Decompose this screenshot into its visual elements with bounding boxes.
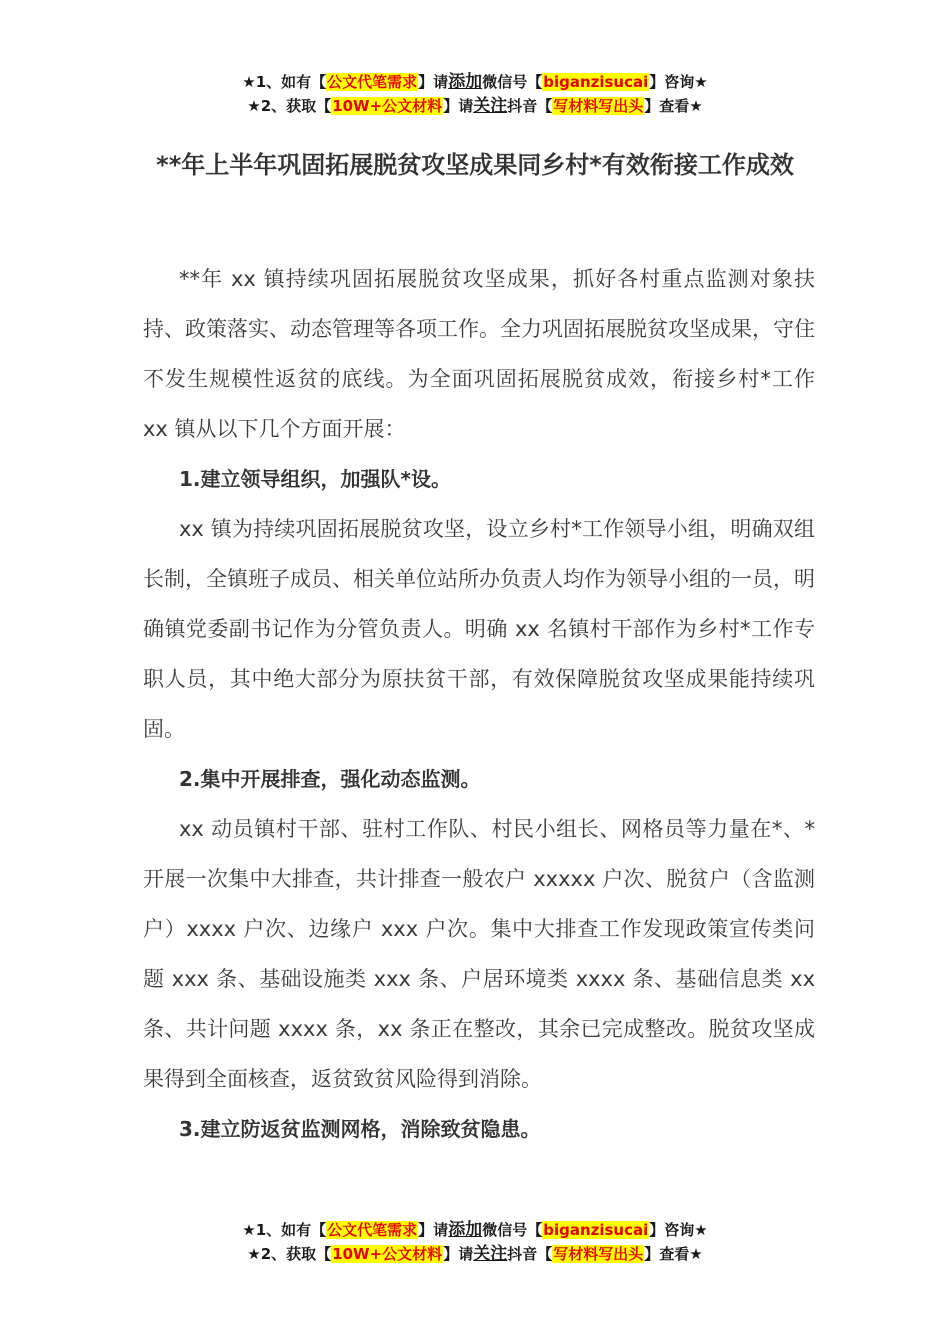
section-paragraph-1: xx 镇为持续巩固拓展脱贫攻坚，设立乡村*工作领导小组，明确双组长制，全镇班子成员、相关单位站所办负责人均作为领导小组的一员，明确镇党委副书记作为分管负责人。明确 xx 名镇村干部作为乡村*工作专职人员，其中绝大部分为原扶贫干部，有效保障脱贫攻坚成果能持续巩固。 [143, 517, 815, 741]
promo-highlight: 写材料写出头 [553, 1245, 644, 1263]
promo-emphasis: 关注 [473, 1244, 508, 1264]
promo-text: 抖音【 [507, 97, 553, 115]
section-heading-1: 1.建立领导组织，加强队*设。 [179, 467, 451, 491]
promo-text: 微信号【 [482, 1221, 543, 1239]
promo-line-2 [0, 94, 950, 118]
promo-emphasis: 添加 [448, 72, 483, 92]
promo-text: ★1、如有【 [242, 73, 327, 91]
promo-text: 】请 [418, 1221, 449, 1239]
intro-paragraph: **年 xx 镇持续巩固拓展脱贫攻坚成果，抓好各村重点监测对象扶持、政策落实、动态管理等各项工作。全力巩固拓展脱贫攻坚成果，守住不发生规模性返贫的底线。为全面巩固拓展脱贫成效，衔接乡村*工作 xx 镇从以下几个方面开展： [143, 267, 815, 441]
promo-text: ★1、如有【 [242, 1221, 327, 1239]
promo-text: 】咨询★ [649, 73, 708, 91]
promo-emphasis: 添加 [448, 1220, 483, 1240]
promo-text: 】咨询★ [649, 1221, 708, 1239]
promo-highlight: 10W+公文材料 [332, 1245, 443, 1263]
promo-text: 】请 [418, 73, 449, 91]
promo-text: 】查看★ [644, 1245, 703, 1263]
promo-text: 抖音【 [507, 1245, 553, 1263]
promo-highlight: 10W+公文材料 [332, 97, 443, 115]
promo-highlight: biganzisucai [543, 1221, 649, 1239]
promo-highlight: 公文代笔需求 [327, 1221, 418, 1239]
document-title: **年上半年巩固拓展脱贫攻坚成果同乡村*有效衔接工作成效 [156, 151, 794, 179]
section-paragraph-2: xx 动员镇村干部、驻村工作队、村民小组长、网格员等力量在*、*开展一次集中大排查，共计排查一般农户 xxxxx 户次、脱贫户（含监测户）xxxx 户次、边缘户 xxx 户次。集中大排查工作发现政策宣传类问题 xxx 条、基础设施类 xxx 条、户居环境类 xxxx 条、基础信息类 xx 条、共计问题 xxxx 条，xx 条正在整改，其余已完成整改。脱贫攻坚成果得到全面核查，返贫致贫风险得到消除。 [143, 817, 815, 1091]
promo-line-1 [0, 1218, 950, 1242]
section-heading-3: 3.建立防返贫监测网格，消除致贫隐患。 [179, 1117, 541, 1141]
section-heading-2: 2.集中开展排查，强化动态监测。 [179, 767, 481, 791]
promo-text: 】请 [443, 97, 474, 115]
promo-text: ★2、获取【 [247, 97, 332, 115]
promo-text: 】查看★ [644, 97, 703, 115]
document-body [143, 254, 815, 1154]
promo-banner-bottom [0, 1218, 950, 1266]
promo-emphasis: 关注 [473, 96, 508, 116]
promo-line-1 [0, 70, 950, 94]
promo-highlight: biganzisucai [543, 73, 649, 91]
promo-highlight: 写材料写出头 [553, 97, 644, 115]
promo-line-2 [0, 1242, 950, 1266]
promo-text: 微信号【 [482, 73, 543, 91]
promo-highlight: 公文代笔需求 [327, 73, 418, 91]
promo-text: ★2、获取【 [247, 1245, 332, 1263]
promo-text: 】请 [443, 1245, 474, 1263]
promo-banner-top [0, 70, 950, 118]
